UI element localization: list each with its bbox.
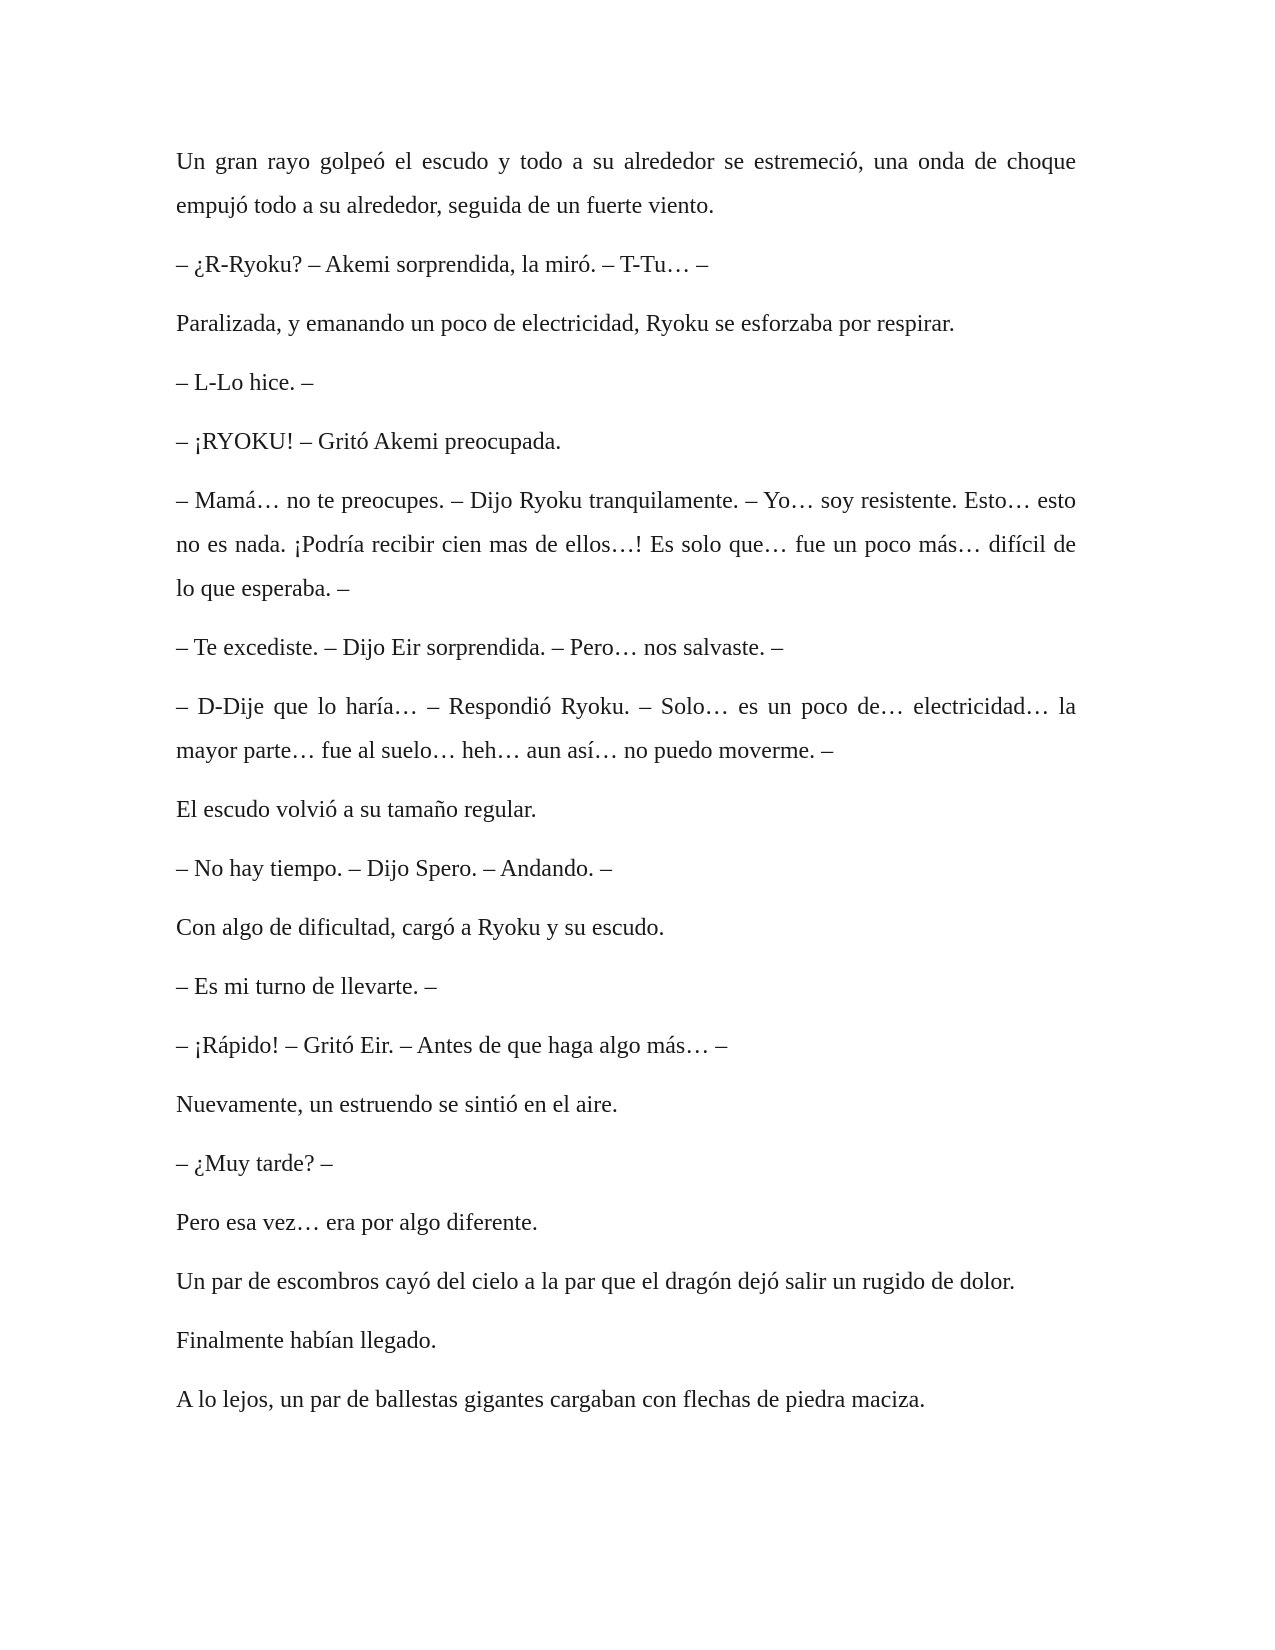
paragraph: – Es mi turno de llevarte. – [176,974,437,1000]
paragraph: – No hay tiempo. – Dijo Spero. – Andando. – [176,856,612,882]
paragraph: – ¡RYOKU! – Gritó Akemi preocupada. [176,429,562,455]
paragraph: – Mamá… no te preocupes. – Dijo Ryoku tranquilamente. – Yo… soy resistente. Esto… esto no es nada. ¡Podría recibir cien mas de ellos…! Es solo que… fue un poco más… difícil de lo que esperaba. – [176,488,1076,602]
paragraph: – ¿Muy tarde? – [176,1151,333,1177]
paragraph: Pero esa vez… era por algo diferente. [176,1210,538,1236]
paragraph: Nuevamente, un estruendo se sintió en el aire. [176,1092,618,1118]
paragraph: – ¡Rápido! – Gritó Eir. – Antes de que haga algo más… – [176,1033,728,1059]
paragraph: Un gran rayo golpeó el escudo y todo a su alrededor se estremeció, una onda de choque empujó todo a su alrededor, seguida de un fuerte viento. [176,149,1076,219]
paragraph: El escudo volvió a su tamaño regular. [176,797,537,823]
paragraph: Con algo de dificultad, cargó a Ryoku y su escudo. [176,915,665,941]
document-body [176,140,1076,1437]
paragraph: A lo lejos, un par de ballestas gigantes cargaban con flechas de piedra maciza. [176,1387,926,1413]
paragraph: Un par de escombros cayó del cielo a la par que el dragón dejó salir un rugido de dolor. [176,1269,1016,1295]
paragraph: – L-Lo hice. – [176,370,314,396]
paragraph: – Te excediste. – Dijo Eir sorprendida. – Pero… nos salvaste. – [176,635,784,661]
paragraph: – ¿R-Ryoku? – Akemi sorprendida, la miró. – T-Tu… – [176,252,709,278]
paragraph: Paralizada, y emanando un poco de electricidad, Ryoku se esforzaba por respirar. [176,311,955,337]
paragraph: Finalmente habían llegado. [176,1328,437,1354]
paragraph: – D-Dije que lo haría… – Respondió Ryoku. – Solo… es un poco de… electricidad… la mayor parte… fue al suelo… heh… aun así… no puedo moverme. – [176,694,1076,764]
